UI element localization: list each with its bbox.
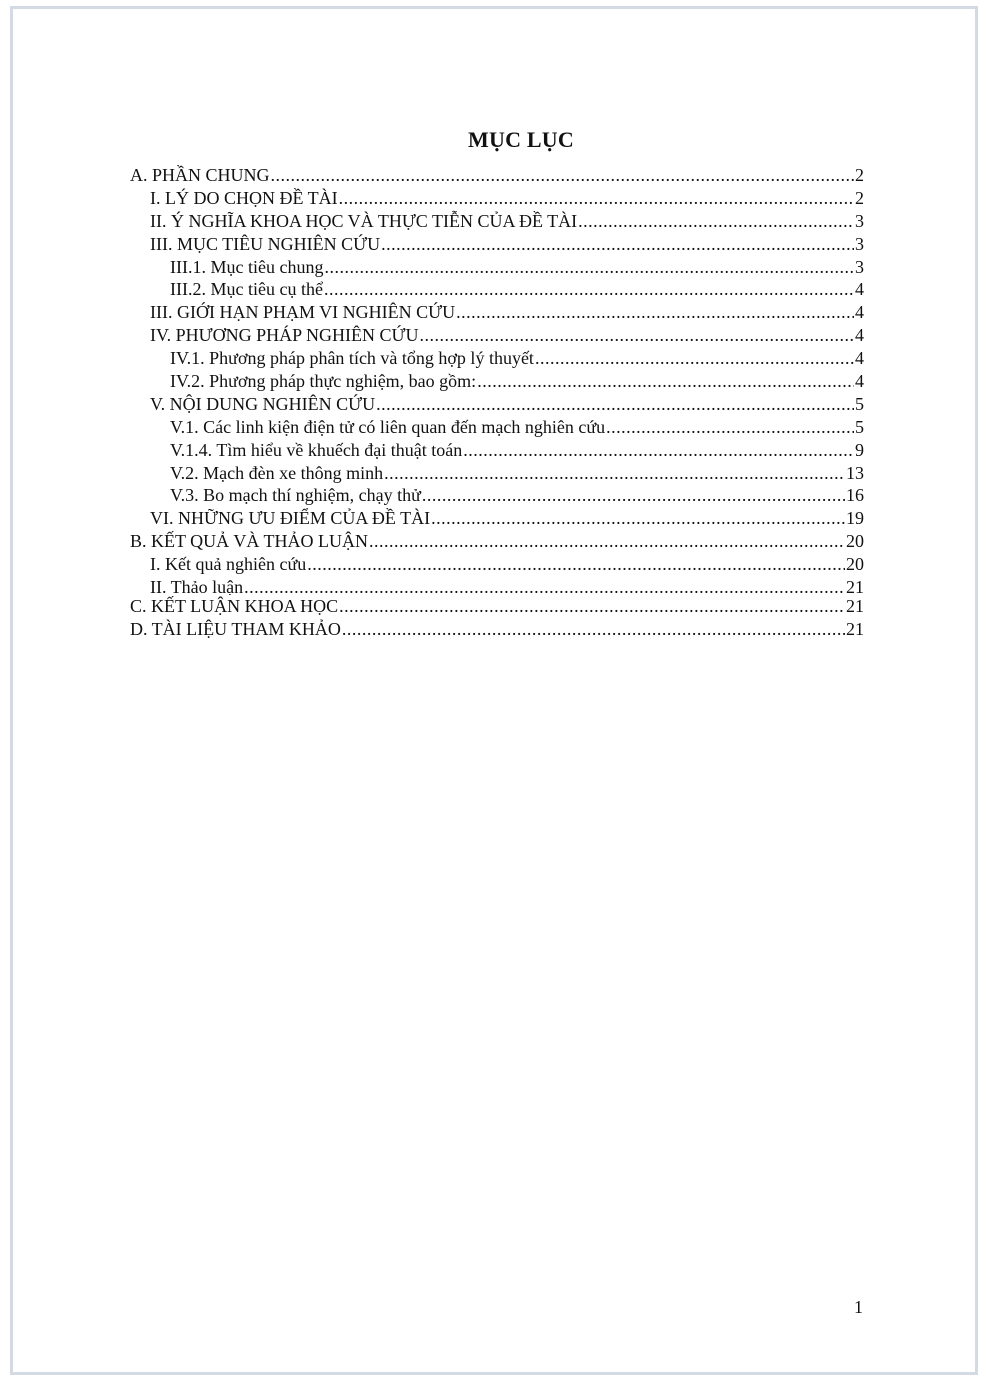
toc-entry-page: 3 — [855, 233, 864, 254]
toc-entry[interactable] — [130, 416, 864, 439]
toc-entry-page: 21 — [846, 596, 864, 617]
toc-entry-page: 4 — [855, 348, 864, 369]
toc-entry-page: 4 — [855, 279, 864, 300]
toc-entry-label: III.2. Mục tiêu cụ thể — [170, 279, 323, 300]
toc-entry-page: 2 — [855, 187, 864, 208]
toc-entry-label: B. KẾT QUẢ VÀ THẢO LUẬN — [130, 531, 368, 552]
toc-entry-label: IV.2. Phương pháp thực nghiệm, bao gồm: — [170, 371, 477, 392]
toc-entry-page: 13 — [846, 462, 864, 483]
toc-entry-label: II. Ý NGHĨA KHOA HỌC VÀ THỰC TIỄN CỦA ĐỀ TÀI — [150, 210, 578, 231]
toc-entry-page: 3 — [855, 210, 864, 231]
dot-leader — [431, 507, 845, 529]
toc-entry-label: V. NỘI DUNG NGHIÊN CỨU — [150, 393, 376, 414]
toc-entry-label: V.1.4. Tìm hiểu về khuếch đại thuật toán — [170, 439, 463, 460]
dot-leader — [339, 187, 854, 209]
toc-entry[interactable] — [130, 164, 864, 187]
toc-entry-page: 3 — [855, 256, 864, 277]
toc-entry-label: C. KẾT LUẬN KHOA HỌC — [130, 596, 339, 617]
toc-entry[interactable] — [130, 210, 864, 233]
toc-entry-label: VI. NHỮNG ƯU ĐIỂM CỦA ĐỀ TÀI — [150, 508, 431, 529]
toc-entry[interactable] — [130, 187, 864, 210]
table-of-contents — [130, 164, 864, 641]
toc-entry[interactable] — [130, 347, 864, 370]
toc-entry-page: 9 — [855, 439, 864, 460]
dot-leader — [422, 484, 845, 506]
toc-entry-label: D. TÀI LIỆU THAM KHẢO — [130, 618, 341, 639]
dot-leader — [342, 618, 845, 640]
toc-entry[interactable] — [130, 393, 864, 416]
dot-leader — [535, 347, 854, 369]
page-number: 1 — [854, 1297, 863, 1317]
toc-entry-label: I. Kết quả nghiên cứu — [150, 554, 307, 575]
toc-entry-page: 16 — [846, 485, 864, 506]
dot-leader — [606, 416, 854, 438]
toc-entry-label: II. Thảo luận — [150, 577, 244, 596]
toc-entry-label: III. MỤC TIÊU NGHIÊN CỨU — [150, 233, 381, 254]
dot-leader — [477, 370, 854, 392]
dot-leader — [271, 164, 854, 186]
dot-leader — [339, 595, 845, 617]
toc-entry[interactable] — [130, 278, 864, 301]
toc-entry[interactable] — [130, 530, 864, 553]
toc-entry[interactable] — [130, 439, 864, 462]
dot-leader — [369, 530, 845, 552]
toc-entry-label: V.3. Bo mạch thí nghiệm, chạy thử — [170, 485, 421, 506]
toc-entry[interactable] — [130, 618, 864, 641]
dot-leader — [324, 278, 854, 300]
toc-entry[interactable] — [130, 462, 864, 485]
toc-entry-label: IV. PHƯƠNG PHÁP NGHIÊN CỨU — [150, 325, 419, 346]
toc-entry-page: 20 — [846, 531, 864, 552]
toc-entry-page: 5 — [855, 416, 864, 437]
dot-leader — [244, 576, 845, 595]
toc-entry-page: 20 — [846, 554, 864, 575]
toc-entry-page: 21 — [846, 618, 864, 639]
toc-entry-label: I. LÝ DO CHỌN ĐỀ TÀI — [150, 187, 338, 208]
toc-entry[interactable] — [130, 233, 864, 256]
dot-leader — [324, 256, 854, 278]
toc-entry-label: III.1. Mục tiêu chung — [170, 256, 324, 277]
toc-entry[interactable] — [130, 595, 864, 618]
toc-entry-page: 2 — [855, 165, 864, 185]
dot-leader — [456, 301, 854, 323]
toc-entry-label: IV.1. Phương pháp phân tích và tổng hợp lý thuyết — [170, 348, 534, 369]
toc-entry-page: 4 — [855, 371, 864, 392]
dot-leader — [463, 439, 854, 461]
toc-entry-page: 19 — [846, 508, 864, 529]
toc-entry[interactable] — [130, 576, 864, 595]
toc-title: MỤC LỤC — [468, 127, 574, 152]
toc-entry-label: V.1. Các linh kiện điện tử có liên quan đến mạch nghiên cứu — [170, 416, 606, 437]
dot-leader — [384, 462, 845, 484]
dot-leader — [376, 393, 854, 415]
dot-leader — [307, 553, 845, 575]
dot-leader — [381, 233, 854, 255]
dot-leader — [419, 324, 854, 346]
toc-entry-page: 5 — [855, 393, 864, 414]
toc-entry-label: V.2. Mạch đèn xe thông minh — [170, 462, 384, 483]
toc-entry-page: 4 — [855, 302, 864, 323]
toc-entry-page: 21 — [846, 577, 864, 596]
toc-entry[interactable] — [130, 256, 864, 279]
toc-entry[interactable] — [130, 301, 864, 324]
toc-entry[interactable] — [130, 370, 864, 393]
toc-entry[interactable] — [130, 324, 864, 347]
toc-entry[interactable] — [130, 484, 864, 507]
toc-entry[interactable] — [130, 553, 864, 576]
toc-entry[interactable] — [130, 507, 864, 530]
dot-leader — [578, 210, 854, 232]
toc-entry-page: 4 — [855, 325, 864, 346]
toc-entry-label: A. PHẦN CHUNG — [130, 165, 270, 185]
toc-entry-label: III. GIỚI HẠN PHẠM VI NGHIÊN CỨU — [150, 302, 456, 323]
